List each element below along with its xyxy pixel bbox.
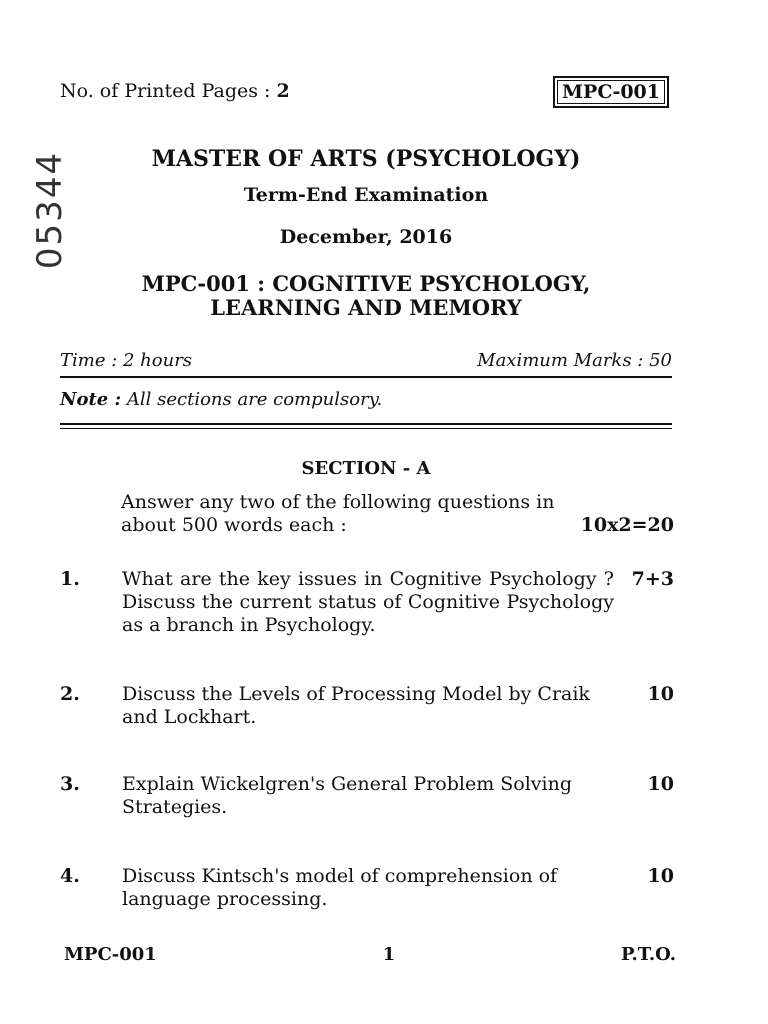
instruction-marks: 10x2=20 — [580, 514, 674, 536]
question-marks: 10 — [647, 773, 674, 795]
time-marks-row — [60, 350, 672, 371]
course-title-line1: MPC-001 : COGNITIVE PSYCHOLOGY, — [141, 271, 591, 296]
printed-pages-line — [60, 80, 290, 102]
note-label: Note : — [60, 389, 122, 410]
course-title — [60, 272, 672, 320]
printed-pages-label: No. of Printed Pages : — [60, 80, 271, 102]
question-number: 2. — [60, 683, 80, 705]
instruction-line2: about 500 words each : — [121, 514, 347, 536]
divider — [60, 376, 672, 378]
question-text: What are the key issues in Cognitive Psychology ? Discuss the current status of Cognitive Psychology as a branch in Psychology. — [122, 568, 614, 636]
instruction-line2-row — [121, 514, 674, 537]
question-item — [60, 773, 674, 819]
question-number: 1. — [60, 568, 80, 590]
course-title-line2: LEARNING AND MEMORY — [210, 295, 522, 320]
question-marks: 7+3 — [631, 568, 674, 590]
exam-date: December, 2016 — [279, 226, 453, 248]
section-instruction — [121, 491, 674, 537]
question-text: Explain Wickelgren's General Problem Solving Strategies. — [122, 773, 573, 818]
question-number: 4. — [60, 865, 80, 887]
degree-title: MASTER OF ARTS (PSYCHOLOGY) — [151, 146, 581, 172]
question-item — [60, 568, 674, 637]
page-number: 1 — [382, 944, 396, 965]
pto-label: P.T.O. — [620, 944, 676, 965]
note-line — [60, 389, 382, 410]
divider — [60, 428, 672, 429]
question-number: 3. — [60, 773, 80, 795]
serial-number: 05344 — [30, 150, 70, 270]
divider — [60, 423, 672, 425]
footer-code: MPC-001 — [64, 944, 157, 965]
page-footer — [64, 944, 676, 965]
question-marks: 10 — [647, 683, 674, 705]
question-text: Discuss the Levels of Processing Model by Craik and Lockhart. — [122, 683, 590, 728]
question-marks: 10 — [647, 865, 674, 887]
time-allowed: Time : 2 hours — [60, 350, 193, 371]
course-code-box: MPC-001 — [553, 76, 669, 108]
printed-pages-value: 2 — [276, 80, 290, 102]
question-item — [60, 683, 674, 729]
section-heading: SECTION - A — [301, 458, 431, 479]
question-item — [60, 865, 674, 911]
question-text: Discuss Kintsch's model of comprehension of language processing. — [122, 865, 558, 910]
note-text: All sections are compulsory. — [126, 389, 383, 410]
exam-title: Term-End Examination — [243, 184, 489, 206]
instruction-line1: Answer any two of the following questions in — [121, 491, 555, 513]
maximum-marks: Maximum Marks : 50 — [477, 350, 672, 371]
